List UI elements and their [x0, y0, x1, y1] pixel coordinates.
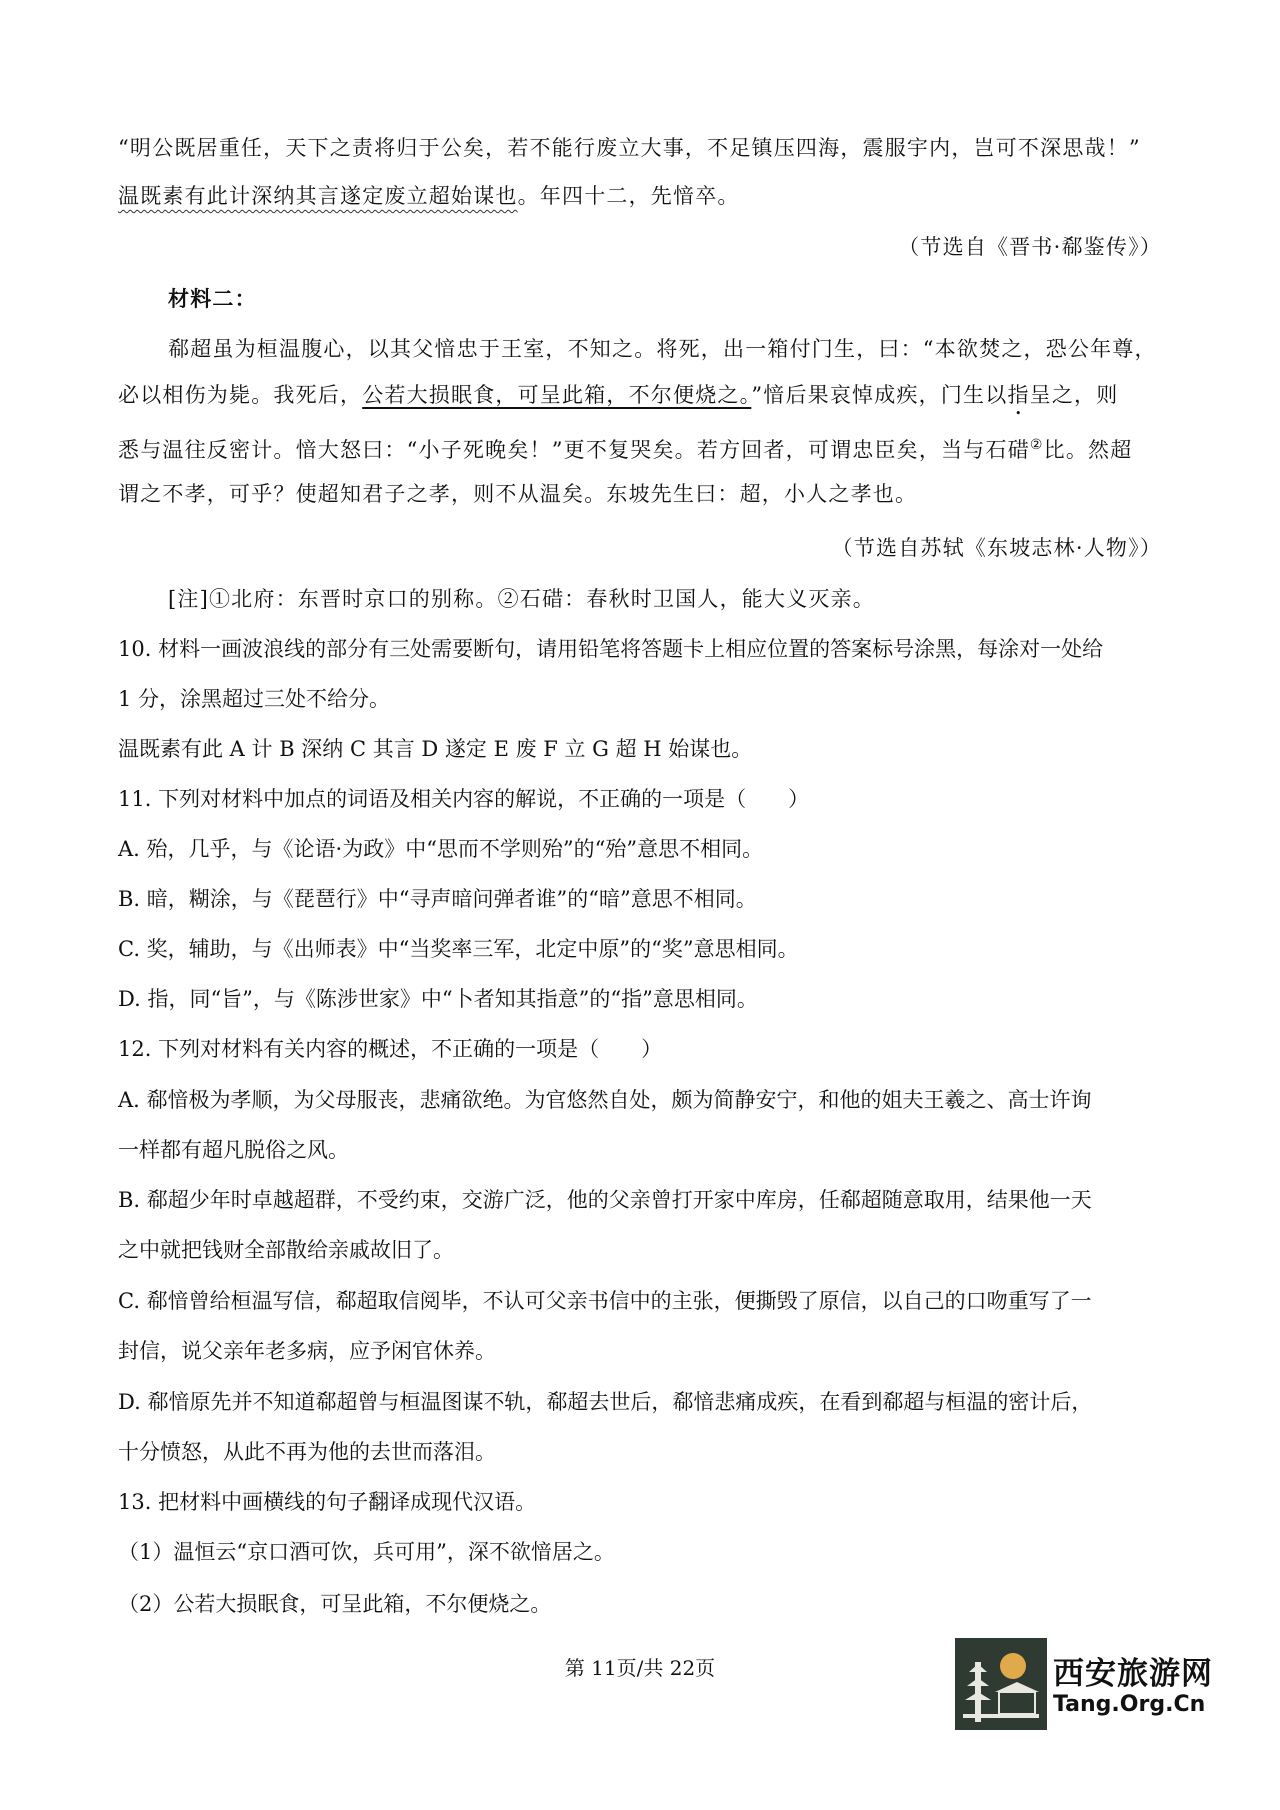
material2-heading: 材料二： — [168, 286, 257, 311]
underlined-sentence: 公若大损眠食，可呈此箱，不尔便烧之。 — [362, 383, 752, 407]
q10-sentence: 温既素有此 A 计 B 深纳 C 其言 D 遂定 E 废 F 立 G 超 H 始谋也。 — [118, 737, 753, 761]
text-span: 必以相伤为毙。我死后， — [118, 383, 363, 407]
page-number: 第 11页/共 22页 — [564, 1656, 716, 1680]
text-span: ”愔后果哀悼成疾，门生以 — [751, 383, 1008, 407]
q12-option-c-cont: 封信，说父亲年老多病，应予闲官休养。 — [118, 1339, 496, 1363]
q12-option-a-cont: 一样都有超凡脱俗之风。 — [118, 1138, 349, 1162]
q12-option-d: D. 郗愔原先并不知道郗超曾与桓温图谋不轨，郗超去世后，郗愔悲痛成疾，在看到郗超与桓温的密计后， — [118, 1390, 1093, 1414]
material1-wavy-line — [118, 181, 1178, 211]
footnote-marker: ② — [1029, 437, 1044, 453]
text-span: 比。然超 — [1043, 438, 1133, 462]
q13-sentence-1: （1）温恒云“京口酒可饮，兵可用”，深不欲愔居之。 — [118, 1540, 615, 1564]
material2-line — [118, 430, 1178, 465]
q10-stem: 10. 材料一画波浪线的部分有三处需要断句，请用铅笔将答题卡上相应位置的答案标号涂黑，每涂对一处给 — [118, 637, 1104, 661]
q13-sentence-2: （2）公若大损眠食，可呈此箱，不尔便烧之。 — [118, 1592, 552, 1616]
watermark-logo — [955, 1632, 1215, 1732]
material1-line-rest: 。年四十二，先愔卒。 — [517, 184, 740, 208]
q11-stem: 11. 下列对材料中加点的词语及相关内容的解说，不正确的一项是（ ） — [118, 787, 810, 811]
q12-option-d-cont: 十分愤怒，从此不再为他的去世而落泪。 — [118, 1440, 496, 1464]
pagoda-svg — [955, 1638, 1047, 1730]
text-span: 悉与温往反密计。愔大怒曰：“小子死晚矣！”更不复哭矣。若方回者，可谓忠臣矣，当与石碏 — [118, 438, 1030, 462]
q11-option-a: A. 殆，几乎，与《论语·为政》中“思而不学则殆”的“殆”意思不相同。 — [118, 837, 764, 861]
text-span: 呈之，则 — [1029, 383, 1119, 407]
q10-stem-cont: 1 分，涂黑超过三处不给分。 — [118, 687, 391, 711]
pagoda-sun-icon — [955, 1638, 1047, 1730]
q11-option-b: B. 暗，糊涂，与《琵琶行》中“寻声暗问弹者谁”的“暗”意思不相同。 — [118, 887, 757, 911]
material2-line: 谓之不孝，可乎？使超知君子之孝，则不从温矣。东坡先生曰：超，小人之孝也。 — [118, 482, 918, 506]
q11-option-c: C. 奖，辅助，与《出师表》中“当奖率三军，北定中原”的“奖”意思相同。 — [118, 937, 799, 961]
footnote: [注]①北府：东晋时京口的别称。②石碏：春秋时卫国人，能大义灭亲。 — [168, 587, 875, 611]
material2-source: （节选自苏轼《东坡志林·人物》） — [831, 536, 1162, 560]
material2-line — [118, 380, 1178, 420]
q13-stem: 13. 把材料中画横线的句子翻译成现代汉语。 — [118, 1490, 537, 1514]
q11-option-d: D. 指，同“旨”，与《陈涉世家》中“卜者知其指意”的“指”意思相同。 — [118, 987, 758, 1011]
q12-option-c: C. 郗愔曾给桓温写信，郗超取信阅毕，不认可父亲书信中的主张，便撕毁了原信，以自己的口吻重写了一 — [118, 1289, 1092, 1313]
q12-stem: 12. 下列对材料有关内容的概述，不正确的一项是（ ） — [118, 1037, 663, 1061]
material2-line: 郗超虽为桓温腹心，以其父愔忠于王室，不知之。将死，出一箱付门生，曰：“本欲焚之，恐公年尊， — [168, 337, 1157, 361]
material1-source: （节选自《晋书·郗鉴传》） — [898, 235, 1162, 259]
wavy-sentence: 温既素有此计深纳其言遂定废立超始谋也 — [118, 184, 518, 208]
q12-option-b: B. 郗超少年时卓越超群，不受约束，交游广泛，他的父亲曾打开家中库房，任郗超随意取用，结果他一天 — [118, 1188, 1092, 1212]
q12-option-a: A. 郗愔极为孝顺，为父母服丧，悲痛欲绝。为官悠然自处，颇为简静安宁，和他的姐夫王羲之、高士许询 — [118, 1088, 1092, 1112]
watermark-url: Tang.Org.Cn — [1053, 1692, 1206, 1717]
watermark-title: 西安旅游网 — [1053, 1656, 1213, 1692]
q12-option-b-cont: 之中就把钱财全部散给亲戚故旧了。 — [118, 1238, 454, 1262]
material1-line: “明公既居重任，天下之责将归于公矣，若不能行废立大事，不足镇压四海，震服宇内，岂可不深思哉！” — [118, 136, 1141, 160]
dotted-word: 指 — [1007, 383, 1030, 407]
